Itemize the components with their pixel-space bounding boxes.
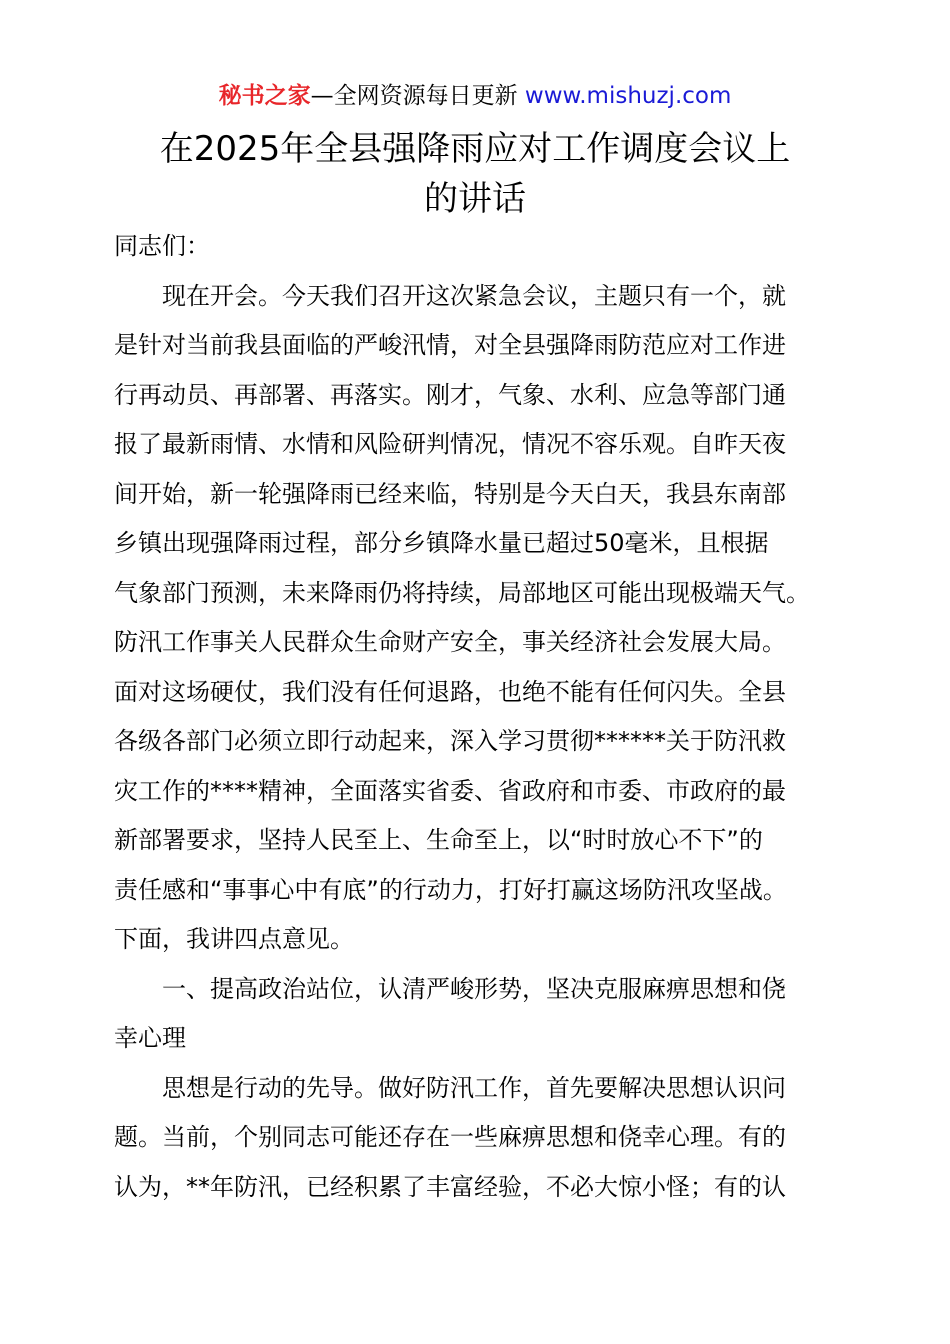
section-heading-line: 一、提高政治站位，认清严峻形势，坚决克服麻痹思想和侥 (162, 974, 786, 1003)
paragraph-line: 现在开会。今天我们召开这次紧急会议，主题只有一个，就 (162, 281, 786, 310)
paragraph-line: 新部署要求，坚持人民至上、生命至上，以“时时放心不下”的 (114, 826, 763, 854)
paragraph-line: 乡镇出现强降雨过程，部分乡镇降水量已超过50毫米，且根据 (114, 529, 769, 557)
paragraph-line: 认为，**年防汛，已经积累了丰富经验，不必大惊小怪；有的认 (114, 1172, 786, 1201)
paragraph-line: 行再动员、再部署、再落实。刚才，气象、水利、应急等部门通 (114, 380, 786, 409)
paragraph-line: 是针对当前我县面临的严峻汛情，对全县强降雨防范应对工作进 (114, 331, 786, 359)
paragraph-line: 题。当前，个别同志可能还存在一些麻痹思想和侥幸心理。有的 (114, 1123, 786, 1151)
title-line: 的讲话 (424, 179, 526, 219)
paragraph-line: 面对这场硬仗，我们没有任何退路，也绝不能有任何闪失。全县 (114, 677, 786, 706)
paragraph-line: 气象部门预测，未来降雨仍将持续，局部地区可能出现极端天气。 (114, 578, 810, 607)
salutation: 同志们： (114, 232, 210, 260)
site-brand: 秘书之家 (218, 83, 311, 109)
section-heading-line: 幸心理 (114, 1024, 186, 1052)
paragraph-line: 下面，我讲四点意见。 (114, 925, 354, 953)
paragraph-line: 各级各部门必须立即行动起来，深入学习贯彻******关于防汛救 (114, 727, 786, 755)
paragraph-line: 灾工作的****精神，全面落实省委、省政府和市委、市政府的最 (114, 776, 786, 805)
site-header (0, 80, 950, 112)
site-url-link[interactable]: www.mishuzj.com (524, 83, 732, 109)
paragraph-line: 防汛工作事关人民群众生命财产安全，事关经济社会发展大局。 (114, 628, 786, 656)
page-title (0, 124, 950, 224)
paragraph-line: 间开始，新一轮强降雨已经来临，特别是今天白天，我县东南部 (114, 479, 786, 508)
site-tagline: —全网资源每日更新 (310, 83, 518, 109)
paragraph-line: 思想是行动的先导。做好防汛工作，首先要解决思想认识问 (162, 1073, 786, 1102)
paragraph-line: 责任感和“事事心中有底”的行动力，打好打赢这场防汛攻坚战。 (114, 875, 787, 904)
paragraph-line: 报了最新雨情、水情和风险研判情况，情况不容乐观。自昨天夜 (114, 430, 786, 458)
title-line: 在2025年全县强降雨应对工作调度会议上 (159, 129, 791, 169)
speech-body (114, 222, 844, 1212)
